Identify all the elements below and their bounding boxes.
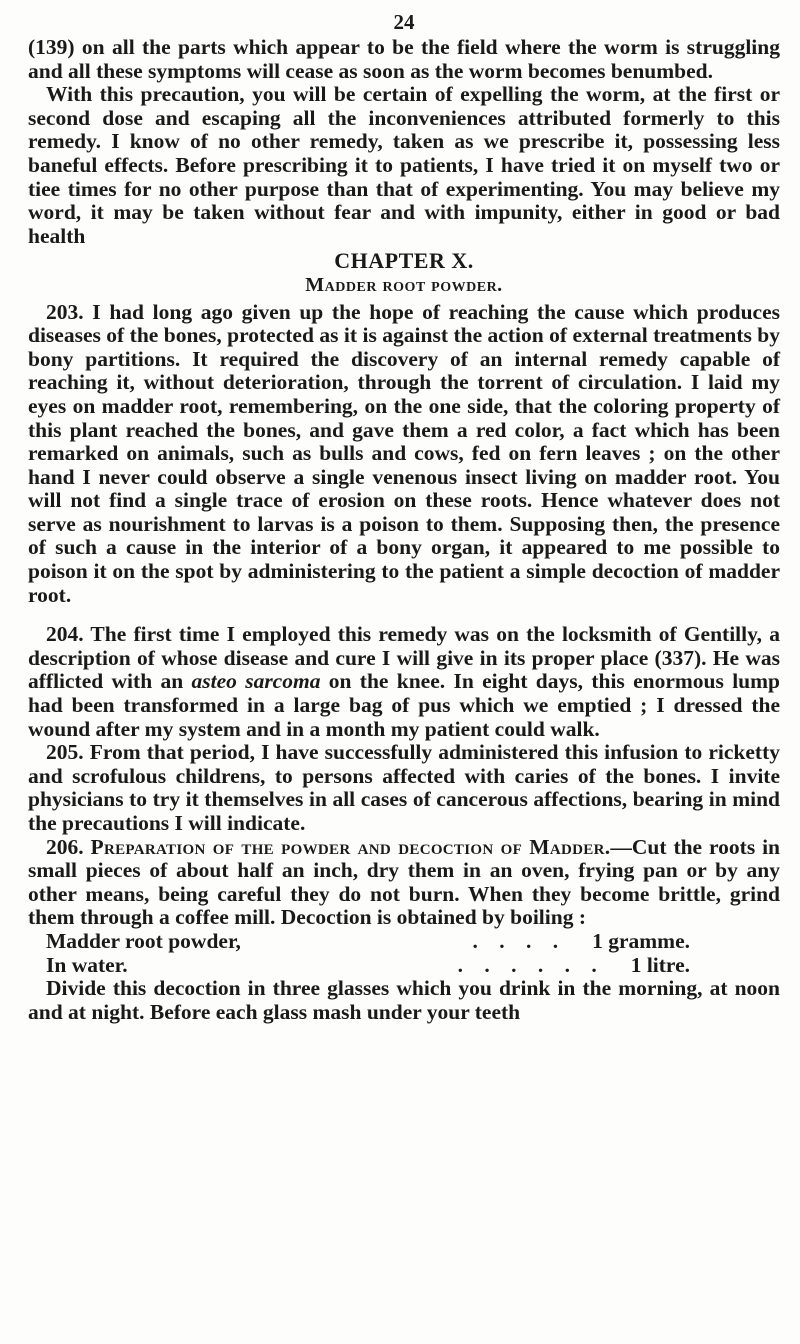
paragraph-closing: Divide this decoction in three glasses which you drink in the morning, at noon and at night. Before each glass mash under your teeth <box>28 976 780 1024</box>
paragraph-204-text-start: 204. The first time I employed this remedy was on the locksmith of Gentilly, a description of whose disease and cure I will give in its proper place (337). He was afflicted with an <box>28 622 780 694</box>
paragraph-203: 203. I had long ago given up the hope of reaching the cause which produces diseases of the bones, protected as it is against the action of external treatments by bony partitions. It required the discovery of an internal remedy capable of reaching it, without deterioration, through the torrent of circulation. I laid my eyes on madder root, remembering, on the one side, that the coloring property of this plant reached the bones, and gave them a red color, a fact which has been remarked on animals, such as bulls and cows, fed on fern leaves ; on the other hand I never could observe a single venenous insect living on madder root. You will not find a single trace of erosion on these roots. Hence whatever does not serve as nourishment to larvas is a poison to them. Supposing then, the presence of such a cause in the interior of a bony organ, it appeared to me possible to poison it on the spot by administering to the patient a simple decoction of madder root. <box>28 299 780 607</box>
paragraph-204-italic-term: asteo sarcoma <box>191 669 321 694</box>
paragraph-206-number: 206. <box>46 834 84 859</box>
recipe-ingredient-label: In water. <box>46 952 128 977</box>
recipe-line-water <box>28 954 780 978</box>
recipe-ingredient-amount: 1 gramme. <box>592 928 690 953</box>
paragraph-205: 205. From that period, I have successfully administered this infusion to ricketty and scrofulous childrens, to persons affected with caries of the bones. I invite physicians to try it themselves in all cases of cancerous affections, bearing in mind the precautions I will indicate. <box>28 740 780 835</box>
recipe-ingredient-label: Madder root powder, <box>46 928 241 953</box>
paragraph-continued: (139) on all the parts which appear to be the field where the worm is struggling and all these symptoms will cease as soon as the worm becomes benumbed. <box>28 35 780 83</box>
paragraph-204 <box>28 623 780 741</box>
recipe-ingredient-amount: 1 litre. <box>630 952 690 977</box>
paragraph-206-heading: Preparation of the powder and decoction of Madder. <box>90 834 611 859</box>
paragraph-206 <box>28 836 780 930</box>
chapter-title: CHAPTER X. <box>334 248 474 274</box>
paragraph-gap <box>28 607 780 623</box>
recipe-line-powder <box>28 930 780 954</box>
page-number: 24 <box>393 10 415 34</box>
paragraph-precaution: With this precaution, you will be certain of expelling the worm, at the first or second dose and escaping all the inconveniences attributed formerly to this remedy. I know of no other remedy, taken as we prescribe it, possessing less baneful effects. Before prescribing it to patients, I have tried it on myself two or tiee times for no other purpose than that of experimenting. You may believe my word, it may be taken without fear and with impunity, either in good or bad health <box>28 82 780 248</box>
recipe-leader-dots: . . . . <box>472 928 567 953</box>
recipe-leader-dots: . . . . . . <box>457 952 605 977</box>
chapter-subtitle: Madder root powder. <box>305 273 503 296</box>
paragraph-204-text-end: on the knee. In eight days, this enormous lump had been transformed in a large bag of pus which we emptied ; I dressed the wound after my system and in a month my patient could walk. <box>28 669 780 741</box>
paragraph-206-body: —Cut the roots in small pieces of about half an inch, dry them in an oven, frying pan or by any other means, being careful they do not burn. When they become brittle, grind them through a coffee mill. Decoction is obtained by boiling : <box>28 834 781 930</box>
